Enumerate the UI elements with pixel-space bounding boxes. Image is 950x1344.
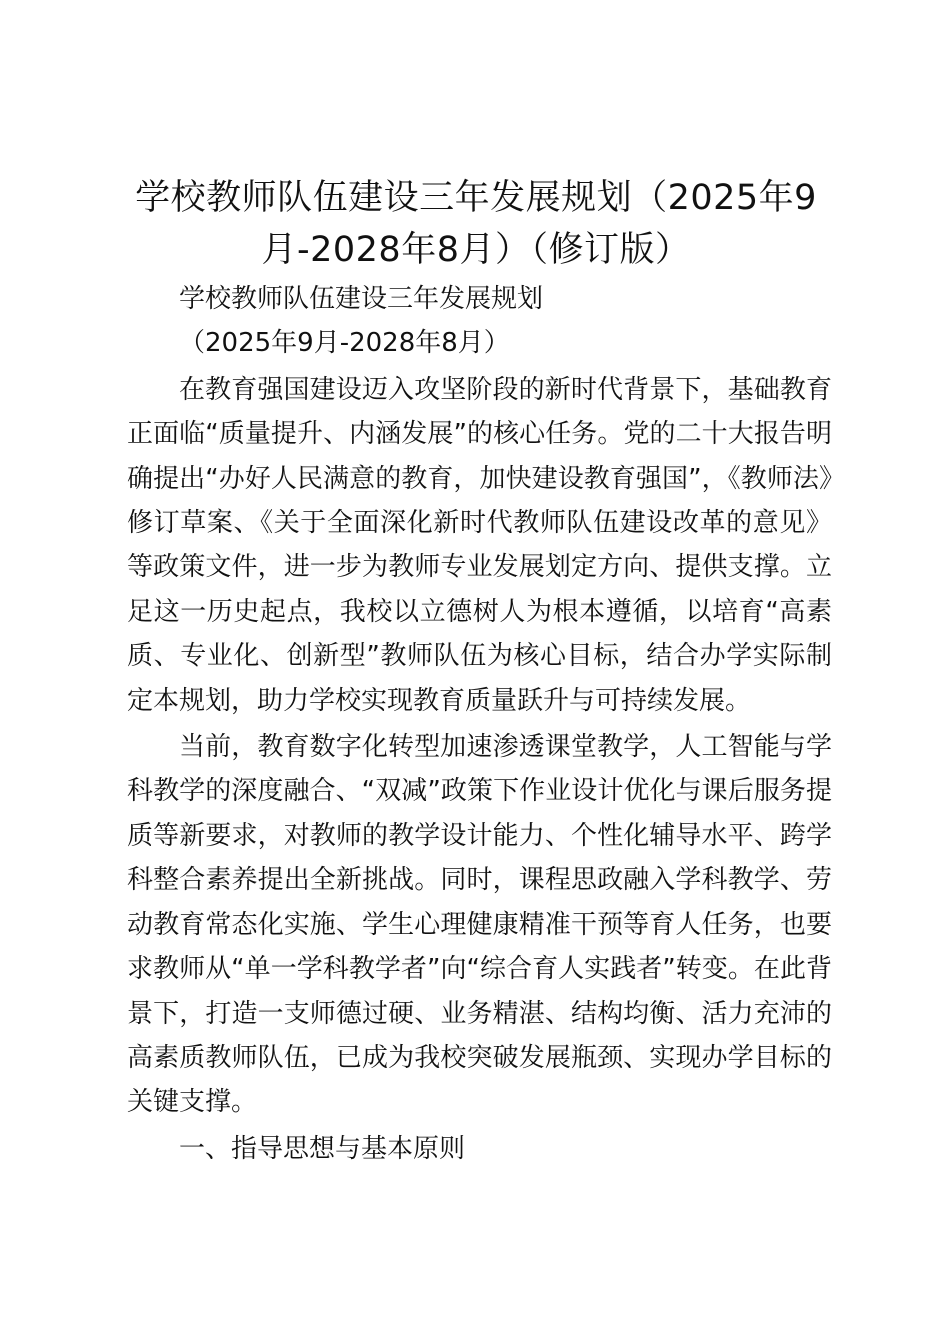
paragraph-background: 当前，教育数字化转型加速渗透课堂教学，人工智能与学科教学的深度融合、“双减”政策下作业设计优化与课后服务提质等新要求，对教师的教学设计能力、个性化辅导水平、跨学科整合素养提出全新挑战。同时，课程思政融入学科教学、劳动教育常态化实施、学生心理健康精准干预等育人任务，也要求教师从“单一学科教学者”向“综合育人实践者”转变。在此背景下，打造一支师德过硬、业务精湛、结构均衡、活力充沛的高素质教师队伍，已成为我校突破发展瓶颈、实现办学目标的关键支撑。 [127, 732, 832, 1118]
document-title: 学校教师队伍建设三年发展规划（2025年9月-2028年8月）（修订版） [135, 178, 817, 270]
document-period: （2025年9月-2028年8月） [179, 328, 510, 359]
section-heading: 一、指导思想与基本原则 [179, 1133, 466, 1164]
document-body [127, 277, 832, 1171]
document-subtitle: 学校教师队伍建设三年发展规划 [179, 284, 544, 314]
paragraph-intro: 在教育强国建设迈入攻坚阶段的新时代背景下，基础教育正面临“质量提升、内涵发展”的核心任务。党的二十大报告明确提出“办好人民满意的教育，加快建设教育强国”，《教师法》修订草案、《关于全面深化新时代教师队伍建设改革的意见》等政策文件，进一步为教师专业发展划定方向、提供支撑。立足这一历史起点，我校以立德树人为根本遵循，以培育“高素质、专业化、创新型”教师队伍为核心目标，结合办学实际制定本规划，助力学校实现教育质量跃升与可持续发展。 [127, 374, 832, 716]
